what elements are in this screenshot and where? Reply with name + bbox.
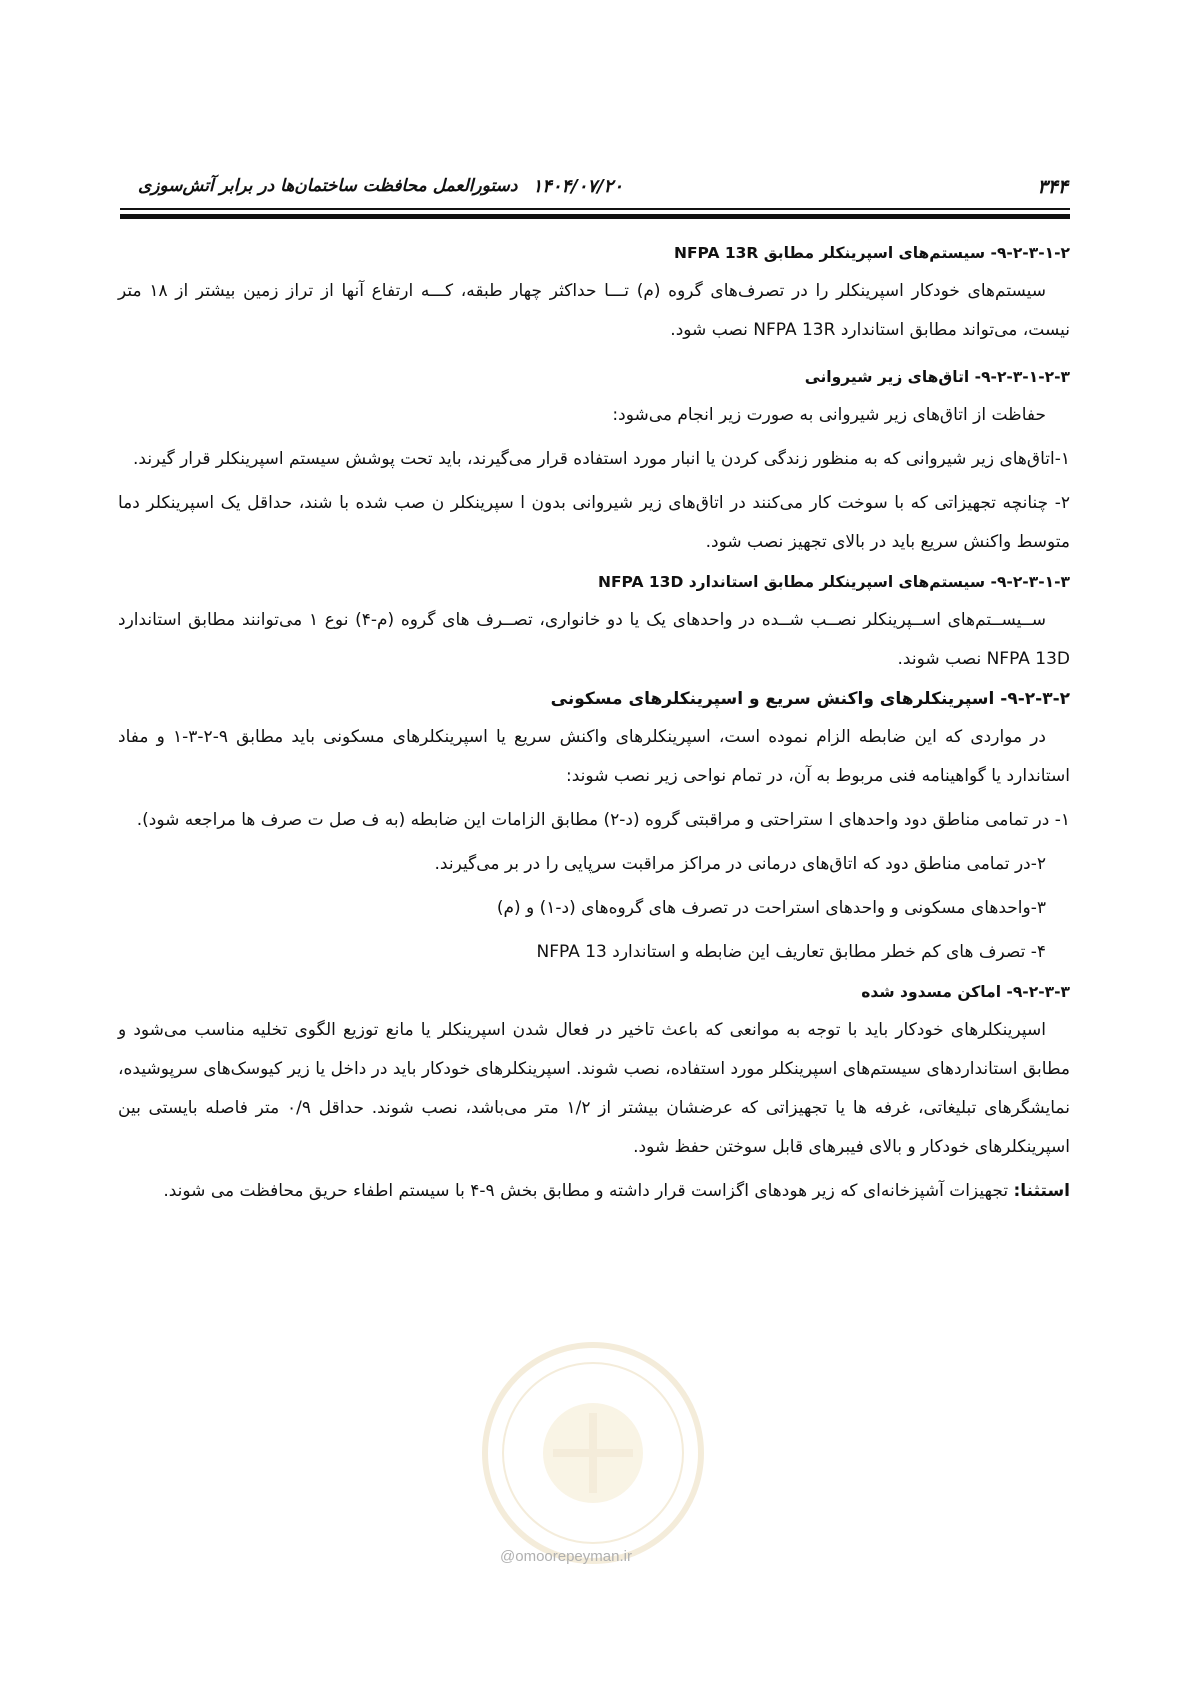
paragraph-quick-response: در مواردی که این ضابطه الزام نموده است، اسپرینکلرهای واکنش سریع یا اسپرینکلرهای مسکونی باید مطابق ۹-۲-۳-۱ و مفاد استاندارد یا گواهینامه فنی مربوط به آن، در تمام نواحی زیر نصب شوند: bbox=[118, 727, 1070, 786]
header-rule-thin bbox=[120, 208, 1070, 210]
section-heading-13r: ۹-۲-۳-۱-۲- سیستم‌های اسپرینکلر مطابق NFPA 13R bbox=[673, 244, 1070, 262]
list-item-attic-1: ۱-اتاق‌های زیر شیروانی که به منظور زندگی کردن یا انبار مورد استفاده قرار می‌گیرند، باید تحت پوشش سیستم اسپرینکلر قرار گیرند. bbox=[133, 449, 1070, 469]
page-number: ۳۴۴ bbox=[1037, 176, 1068, 198]
section-heading-quick-response: ۹-۲-۳-۲- اسپرینکلرهای واکنش سریع و اسپرینکلرهای مسکونی bbox=[550, 689, 1070, 709]
section-heading-obstructed: ۹-۲-۳-۳- اماکن مسدود شده bbox=[861, 983, 1070, 1001]
watermark-site: @omoorepeyman.ir bbox=[500, 1548, 632, 1565]
header-date: ۱۴۰۴/۰۷/۲۰ bbox=[532, 176, 623, 197]
list-item-quick-1: ۱- در تمامی مناطق دود واحدهای ا ستراحتی و مراقبتی گروه (د-۲) مطابق الزامات این ضابطه (به ف صل ت صرف ها مراجعه شود). bbox=[136, 810, 1070, 830]
paragraph-obstructed: اسپرینکلرهای خودکار باید با توجه به موانعی که باعث تاخیر در فعال شدن اسپرینکلر یا مانع توزیع الگوی تخلیه مناسب می‌شود و مطابق استانداردهای سیستم‌های اسپرینکلر مورد استفاده، نصب شوند. اسپرینکلرهای خودکار باید در داخل یا زیر کیوسک‌های سرپوشیده، نمایشگرهای تبلیغاتی، غرفه ها یا تجهیزاتی که عرضشان بیشتر از ۱/۲ متر می‌باشد، نصب شوند. حداقل ۰/۹ متر فاصله بایستی بین اسپرینکلرهای خودکار و بالای فیبرهای قابل سوختن حفظ شود. bbox=[118, 1020, 1070, 1157]
exception-paragraph bbox=[118, 1172, 1070, 1211]
paragraph-13d: ســیســتم‌های اســپرینکلر نصــب شــده در واحدهای یک یا دو خانواری، تصــرف های گروه (م-۴) نوع ۱ می‌توانند مطابق استاندارد NFPA 13D نصب شوند. bbox=[118, 610, 1070, 669]
list-item-attic-2: ۲- چنانچه تجهیزاتی که با سوخت کار می‌کنند در اتاق‌های زیر شیروانی بدون ا سپرینکلر ن صب شده با شند، حداقل یک اسپرینکلر دما متوسط واکنش سریع باید در بالای تجهیز نصب شود. bbox=[118, 493, 1070, 552]
paragraph-13r: سیستم‌های خودکار اسپرینکلر را در تصرف‌های گروه (م) تـــا حداکثر چهار طبقه، کـــه ارتفاع آنها از تراز زمین بیشتر از ۱۸ متر نیست، می‌تواند مطابق استاندارد NFPA 13R نصب شود. bbox=[118, 281, 1070, 340]
section-heading-attic: ۹-۲-۳-۱-۲-۳- اتاق‌های زیر شیروانی bbox=[804, 368, 1070, 386]
header-title: دستورالعمل محافظت ساختمان‌ها در برابر آتش‌سوزی bbox=[138, 176, 518, 196]
list-item-quick-3: ۳-واحدهای مسکونی و واحدهای استراحت در تصرف های گروه‌های (د-۱) و (م) bbox=[496, 898, 1046, 918]
paragraph-attic-intro: حفاظت از اتاق‌های زیر شیروانی به صورت زیر انجام می‌شود: bbox=[612, 405, 1046, 425]
page-header bbox=[122, 176, 1068, 202]
exception-text: تجهیزات آشپزخانه‌ای که زیر هودهای اگزاست قرار داشته و مطابق بخش ۹-۴ با سیستم اطفاء حریق محافظت می شوند. bbox=[163, 1181, 1014, 1201]
exception-label: استثنا: bbox=[1013, 1181, 1070, 1201]
header-rule-thick bbox=[120, 214, 1070, 219]
list-item-quick-2: ۲-در تمامی مناطق دود که اتاق‌های درمانی در مراکز مراقبت سرپایی را در بر می‌گیرند. bbox=[434, 854, 1046, 874]
watermark-seal-icon bbox=[478, 1338, 708, 1568]
section-heading-13d: ۹-۲-۳-۱-۳- سیستم‌های اسپرینکلر مطابق استاندارد NFPA 13D bbox=[597, 573, 1070, 591]
list-item-quick-4: ۴- تصرف های کم خطر مطابق تعاریف این ضابطه و استاندارد NFPA 13 bbox=[536, 942, 1046, 962]
page-content bbox=[118, 238, 1070, 1216]
